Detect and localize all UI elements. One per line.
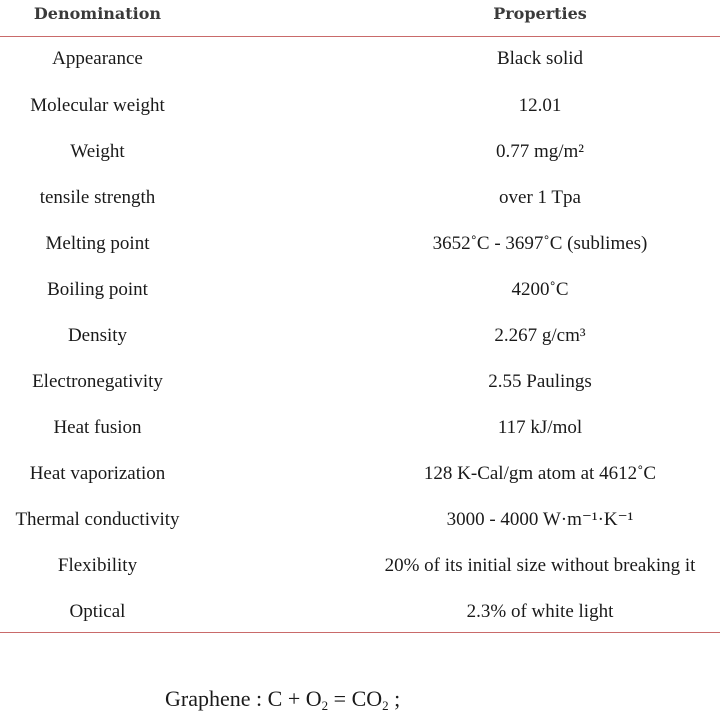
table-row xyxy=(0,313,720,359)
table-row xyxy=(0,451,720,497)
row-property: 117 kJ/mol xyxy=(497,417,583,438)
row-denomination: Optical xyxy=(69,601,126,622)
row-denomination: Density xyxy=(67,325,128,346)
table-row xyxy=(0,589,720,635)
row-property: 20% of its initial size without breaking it xyxy=(384,555,696,576)
equation-terminator: ; xyxy=(394,686,401,711)
equation-reactant-1: C xyxy=(267,686,283,711)
equation-product-subscript: 2 xyxy=(382,698,389,713)
table-row xyxy=(0,543,720,589)
row-denomination: Thermal conductivity xyxy=(15,509,180,530)
reaction-equation xyxy=(165,686,400,714)
table-row xyxy=(0,175,720,221)
equation-plus: + xyxy=(287,686,301,711)
equation-product xyxy=(352,686,389,711)
row-property: 2.55 Paulings xyxy=(488,371,592,392)
header-denomination: Denomination xyxy=(33,4,162,23)
row-denomination: Melting point xyxy=(45,233,150,254)
row-denomination: Electronegativity xyxy=(32,371,163,392)
row-denomination: Heat fusion xyxy=(53,417,142,438)
row-property: 2.3% of white light xyxy=(466,601,614,622)
table-row xyxy=(0,129,720,175)
row-denomination: tensile strength xyxy=(39,187,156,208)
row-property: 3652˚C - 3697˚C (sublimes) xyxy=(432,233,648,254)
equation-label: Graphene xyxy=(165,686,251,711)
row-property: 3000 - 4000 W·m⁻¹·K⁻¹ xyxy=(446,509,634,530)
row-property: 4200˚C xyxy=(511,279,569,300)
equation-reactant-2 xyxy=(306,686,328,711)
row-denomination: Weight xyxy=(70,141,125,162)
table-row xyxy=(0,497,720,543)
row-denomination: Heat vaporization xyxy=(29,463,166,484)
equation-product-base: CO xyxy=(351,686,383,711)
equation-reactant-2-base: O xyxy=(305,686,322,711)
table-row xyxy=(0,221,720,267)
table-row xyxy=(0,405,720,451)
table-body xyxy=(0,37,720,635)
row-property: 12.01 xyxy=(518,95,562,116)
row-denomination: Appearance xyxy=(52,48,143,69)
row-denomination: Flexibility xyxy=(57,555,138,576)
equation-colon: : xyxy=(256,686,263,711)
row-property: 128 K-Cal/gm atom at 4612˚C xyxy=(423,463,657,484)
header-properties: Properties xyxy=(493,4,587,23)
table-row xyxy=(0,267,720,313)
table-row xyxy=(0,83,720,129)
table-header-row xyxy=(0,0,720,37)
row-denomination: Molecular weight xyxy=(30,95,165,116)
row-property: Black solid xyxy=(496,48,584,69)
row-property: 0.77 mg/m² xyxy=(495,141,585,162)
row-denomination: Boiling point xyxy=(47,279,148,300)
row-property: over 1 Tpa xyxy=(499,187,581,208)
table-row xyxy=(0,359,720,405)
table-row xyxy=(0,37,720,83)
table-bottom-rule xyxy=(0,632,720,633)
row-property: 2.267 g/cm³ xyxy=(494,325,586,346)
equation-reactant-2-subscript: 2 xyxy=(321,698,329,713)
equation-equals: = xyxy=(333,686,347,711)
